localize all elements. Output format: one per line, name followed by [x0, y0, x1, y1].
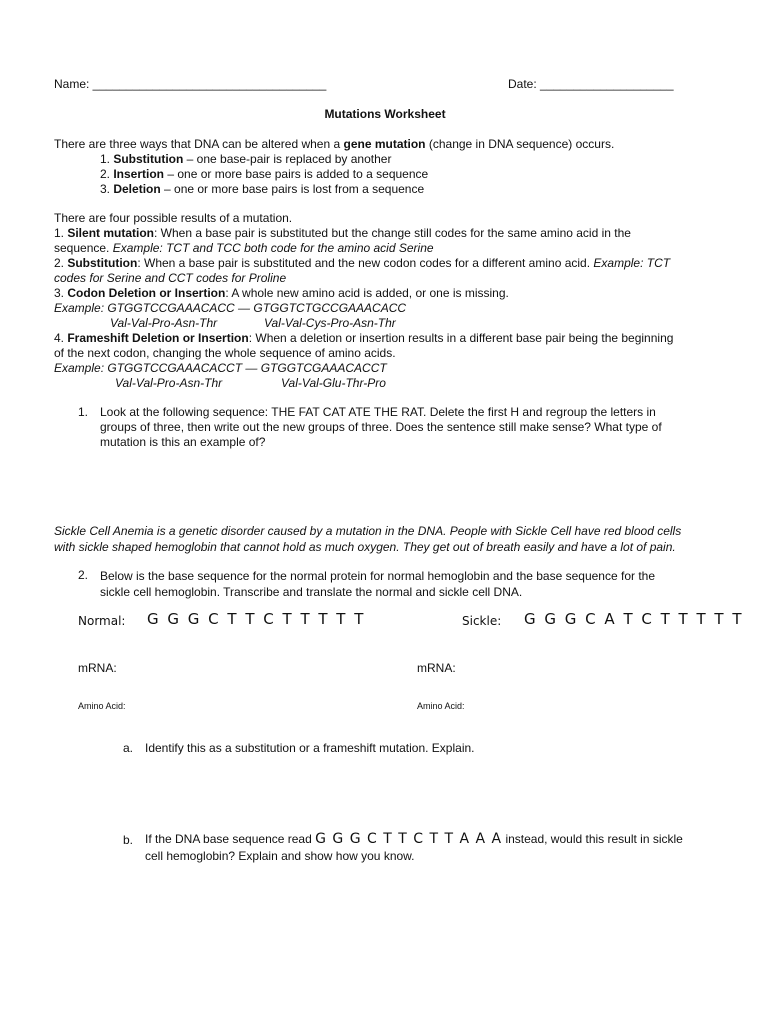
- sickle-info-line: with sickle shaped hemoglobin that cannot hold as much oxygen. They get out of breath easily and have a lot of pain.: [54, 540, 676, 554]
- sickle-cell-info: [54, 523, 714, 555]
- q1-line: mutation is this an example of?: [100, 435, 266, 449]
- result-frameshift-example: Example: GTGGTCCGAAACACCT — GTGGTCGAAACACCT: [54, 361, 387, 375]
- part-b-text: If the DNA base sequence read G G G C T T C T T A A A instead, would this result in sickle: [145, 831, 683, 847]
- result-codon-example: Example: GTGGTCCGAAACACC — GTGGTCTGCCGAAACACC: [54, 301, 407, 315]
- result-codon: 3. Codon Deletion or Insertion: A whole new amino acid is added, or one is missing.: [54, 286, 509, 300]
- part-b-sequence: G G G C T T C T T A A A: [315, 831, 503, 847]
- date-field[interactable]: Date: ____________________: [508, 77, 674, 91]
- result-silent: 1. Silent mutation: When a base pair is substituted but the change still codes for the same amino acid in the: [54, 226, 631, 240]
- list-item: 2. Insertion – one or more base pairs is added to a sequence: [100, 167, 429, 181]
- q2-text: [100, 568, 700, 600]
- part-a-number: a.: [123, 741, 134, 755]
- page-title: Mutations Worksheet: [324, 107, 446, 121]
- sickle-info-line: Sickle Cell Anemia is a genetic disorder caused by a mutation in the DNA. People with Sickle Cell have red blood cells: [54, 524, 682, 538]
- name-field[interactable]: Name: ___________________________________: [54, 77, 327, 91]
- normal-label: Normal:: [78, 614, 126, 628]
- q2-line: sickle cell hemoglobin. Transcribe and translate the normal and sickle cell DNA.: [100, 585, 523, 599]
- normal-amino-label[interactable]: Amino Acid:: [78, 701, 126, 711]
- normal-mrna-label[interactable]: mRNA:: [78, 661, 117, 675]
- q2-line: Below is the base sequence for the normal protein for normal hemoglobin and the base sequence for the: [100, 569, 656, 583]
- list-item: 1. Substitution – one base-pair is replaced by another: [100, 152, 392, 166]
- sickle-mrna-label[interactable]: mRNA:: [417, 661, 456, 675]
- result-substitution-cont: codes for Serine and CCT codes for Proline: [54, 271, 287, 285]
- result-codon-aa: Val-Val-Pro-Asn-Thr Val-Val-Cys-Pro-Asn-Thr: [110, 316, 396, 330]
- q1-text: [100, 405, 700, 450]
- result-frameshift: 4. Frameshift Deletion or Insertion: When a deletion or insertion results in a different base pair being the beginning: [54, 331, 674, 345]
- sickle-amino-label[interactable]: Amino Acid:: [417, 701, 465, 711]
- part-b-number: b.: [123, 833, 134, 847]
- normal-sequence: G G G C T T C T T T T T: [147, 610, 366, 628]
- q1-number: 1.: [78, 405, 89, 419]
- results-section: [54, 211, 714, 391]
- part-b-text-cont: cell hemoglobin? Explain and show how you know.: [145, 849, 415, 863]
- result-substitution: 2. Substitution: When a base pair is substituted and the new codon codes for a different amino acid. Example: TCT: [54, 256, 671, 270]
- part-a-text: Identify this as a substitution or a frameshift mutation. Explain.: [145, 741, 475, 755]
- results-intro: There are four possible results of a mutation.: [54, 211, 293, 225]
- q2-number: 2.: [78, 568, 89, 582]
- result-frameshift-cont: of the next codon, changing the whole sequence of amino acids.: [54, 346, 396, 360]
- list-item: 3. Deletion – one or more base pairs is lost from a sequence: [100, 182, 425, 196]
- intro-text: There are three ways that DNA can be altered when a gene mutation (change in DNA sequence) occurs.: [54, 137, 615, 151]
- intro-section: [54, 137, 714, 197]
- result-silent-cont: sequence. Example: TCT and TCC both code for the amino acid Serine: [54, 241, 434, 255]
- q1-line: Look at the following sequence: THE FAT CAT ATE THE RAT. Delete the first H and regroup the letters in: [100, 405, 656, 419]
- sickle-sequence: G G G C A T C T T T T T: [524, 610, 744, 628]
- result-frameshift-aa: Val-Val-Pro-Asn-Thr Val-Val-Glu-Thr-Pro: [115, 376, 386, 390]
- sickle-label: Sickle:: [462, 614, 502, 628]
- q1-line: groups of three, then write out the new groups of three. Does the sentence still make sense? What type of: [100, 420, 662, 434]
